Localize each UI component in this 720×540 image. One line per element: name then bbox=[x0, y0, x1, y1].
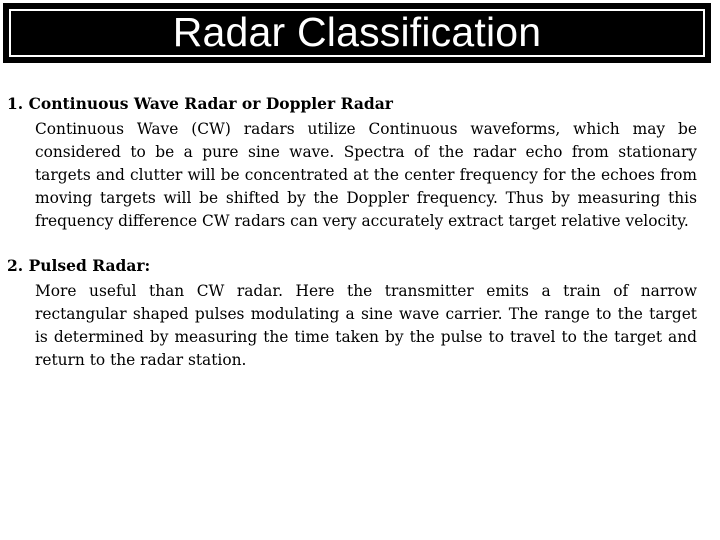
section-body: Continuous Wave (CW) radars utilize Continuous waveforms, which may be considered to be a pure sine wave. Spectra of the radar echo from stationary targets and clutter will be concentrated at the center frequency for the echoes from moving targets will be shifted by the Doppler frequency. Thus by measuring this frequency difference CW radars can very accurately extract target relative velocity. bbox=[35, 120, 697, 230]
title-frame bbox=[9, 9, 705, 57]
slide-content bbox=[7, 93, 697, 372]
section-heading: 2. Pulsed Radar: bbox=[7, 256, 151, 275]
title-bar bbox=[3, 3, 711, 63]
section-heading: 1. Continuous Wave Radar or Doppler Radar bbox=[7, 94, 393, 113]
section-continuous-wave-radar bbox=[7, 93, 697, 233]
section-body: More useful than CW radar. Here the transmitter emits a train of narrow rectangular shaped pulses modulating a sine wave carrier. The range to the target is determined by measuring the time taken by the pulse to travel to the target and return to the radar station. bbox=[35, 282, 697, 369]
section-pulsed-radar bbox=[7, 255, 697, 372]
slide-title: Radar Classification bbox=[172, 8, 542, 55]
